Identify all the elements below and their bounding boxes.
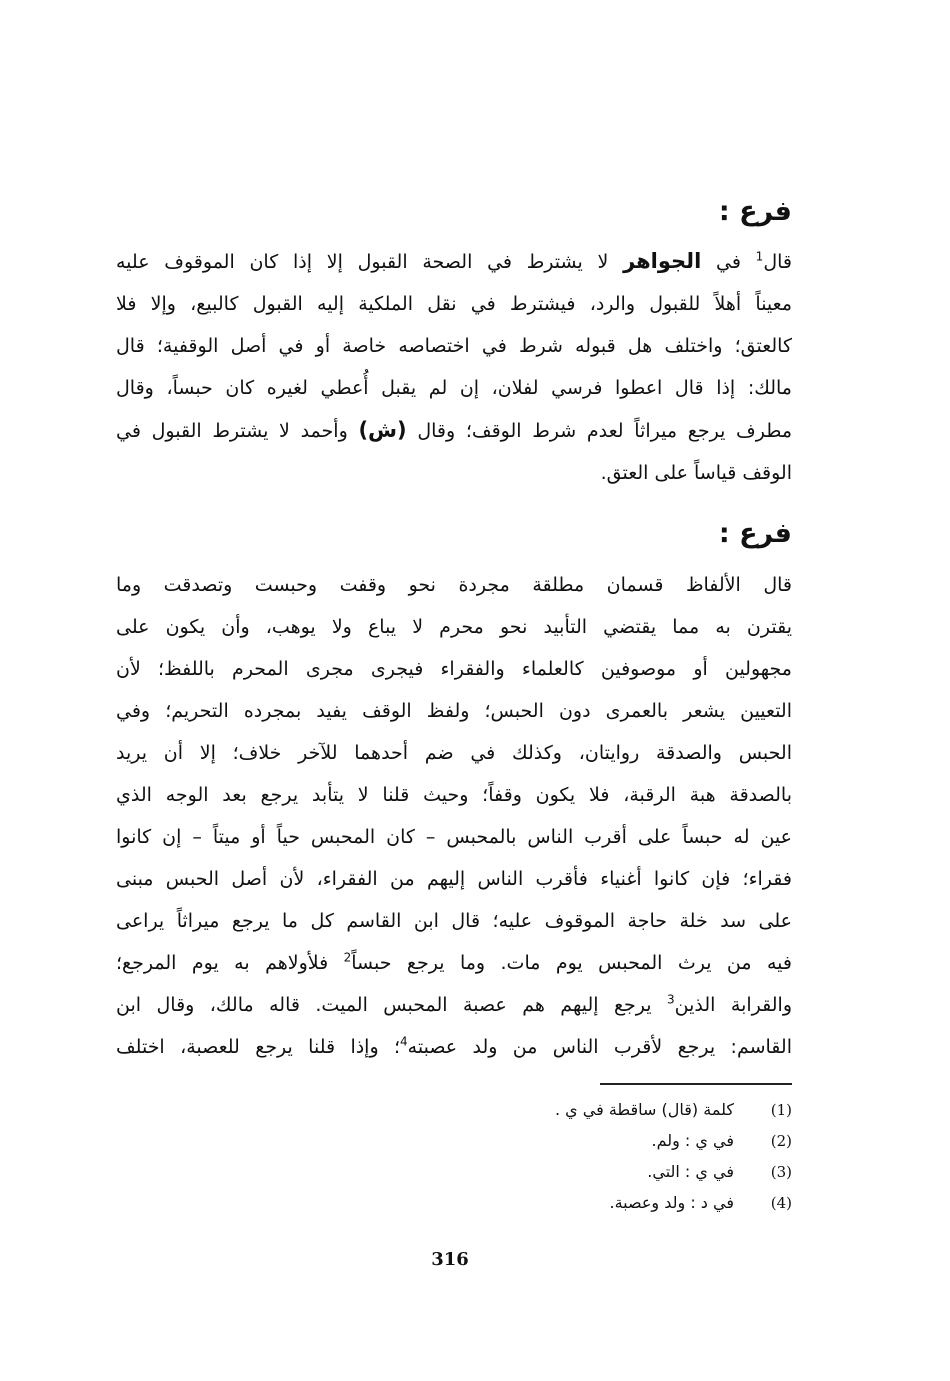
text-run: لا يشترط في الصحة القبول إلا إذا كان الموقوف عليه: [116, 251, 624, 273]
page-number: 316: [431, 1249, 469, 1270]
footnote-number: (3): [770, 1163, 792, 1181]
text-line: يقترن به مما يقتضي التأبيد نحو محرم لا يباع ولا يوهب، وأن يكون على: [116, 616, 792, 638]
text-run: في: [701, 251, 756, 273]
footnote-ref: 2: [343, 950, 352, 965]
text-run: والقرابة الذين: [674, 994, 792, 1016]
footnote-number: (2): [770, 1132, 792, 1150]
text-line: [116, 984, 792, 1026]
text-line: مجهولين أو موصوفين كالعلماء والفقراء فيجرى مجرى المحرم باللفظ؛ لأن: [116, 658, 792, 680]
text-line: فقراء؛ فإن كانوا أغنياء فأقرب الناس إليهم من الفقراء، لأن أصل الحبس مبنى: [116, 868, 792, 890]
footnote-number: (4): [770, 1194, 792, 1212]
text-line: مالك: إذا قال اعطوا فرسي لفلان، إن لم يقبل أُعطي لغيره كان حبساً، وقال: [116, 377, 792, 399]
footnote-ref: 4: [400, 1034, 408, 1049]
section-heading-1: فرع :: [718, 196, 792, 227]
text-line: قال الألفاظ قسمان مطلقة مجردة نحو وقفت وحبست وتصدقت وما: [116, 574, 792, 596]
text-line: [116, 409, 792, 452]
footnote-item: [116, 1094, 792, 1125]
paragraph-2: [116, 564, 792, 1068]
text-line: الحبس والصدقة روايتان، وكذلك في ضم أحدهما للآخر خلاف؛ إلا أن يريد: [116, 742, 792, 764]
text-run: فلأولاهم به يوم المرجع؛: [116, 952, 344, 974]
footnote-number: (1): [770, 1101, 792, 1119]
footnote-item: [116, 1125, 792, 1156]
abbreviation: (ش): [358, 418, 407, 442]
text-line: عين له حبساً على أقرب الناس بالمحبس – كان المحبس حياً أو ميتاً – إن كانوا: [116, 826, 792, 848]
footnote-text: في ي : ولم.: [651, 1131, 734, 1150]
text-run: يرجع إليهم هم عصبة المحبس الميت. قاله مالك، وقال ابن: [116, 994, 668, 1016]
footnote-item: [116, 1187, 792, 1218]
footnote-ref: 3: [667, 992, 675, 1007]
text-line: [116, 942, 792, 984]
text-run: فيه من يرث المحبس يوم مات. وما يرجع حبساً: [351, 952, 792, 974]
text-run: قال: [763, 251, 792, 273]
footnote-divider: [600, 1083, 792, 1085]
footnote-text: في ي : التي.: [647, 1162, 734, 1181]
text-line: [116, 240, 792, 283]
text-line: معيناً أهلاً للقبول والرد، فيشترط في نقل الملكية إليه القبول كالبيع، وإلا فلا: [116, 293, 792, 315]
text-line: التعيين يشعر بالعمرى دون الحبس؛ ولفظ الوقف يفيد بمجرده التحريم؛ وفي: [116, 700, 792, 722]
text-run: القاسم: يرجع لأقرب الناس من ولد عصبته: [407, 1036, 792, 1058]
text-line: الوقف قياساً على العتق.: [600, 462, 792, 484]
footnotes-list: [116, 1094, 792, 1218]
text-run: ؛ وإذا قلنا يرجع للعصبة، اختلف: [116, 1036, 401, 1058]
book-title: الجواهر: [623, 249, 702, 273]
section-heading-2: فرع :: [718, 518, 792, 549]
footnote-ref: 1: [755, 249, 764, 264]
footnote-text: كلمة (قال) ساقطة في ي .: [554, 1100, 734, 1119]
footnote-text: في د : ولد وعصبة.: [609, 1193, 734, 1212]
paragraph-1: [116, 240, 792, 492]
text-line: بالصدقة هبة الرقبة، فلا يكون وقفاً؛ وحيث قلنا لا يتأبد يرجع بعد الوجه الذي: [116, 784, 792, 806]
text-run: وأحمد لا يشترط القبول في: [116, 420, 359, 442]
text-run: مطرف يرجع ميراثاً لعدم شرط الوقف؛ وقال: [406, 420, 792, 442]
footnote-item: [116, 1156, 792, 1187]
text-line: [116, 1026, 792, 1068]
text-line: على سد خلة حاجة الموقوف عليه؛ قال ابن القاسم كل ما يرجع ميراثاً يراعى: [116, 910, 792, 932]
text-line: كالعتق؛ واختلف هل قبوله شرط في اختصاصه خاصة أو في أصل الوقفية؛ قال: [116, 335, 792, 357]
